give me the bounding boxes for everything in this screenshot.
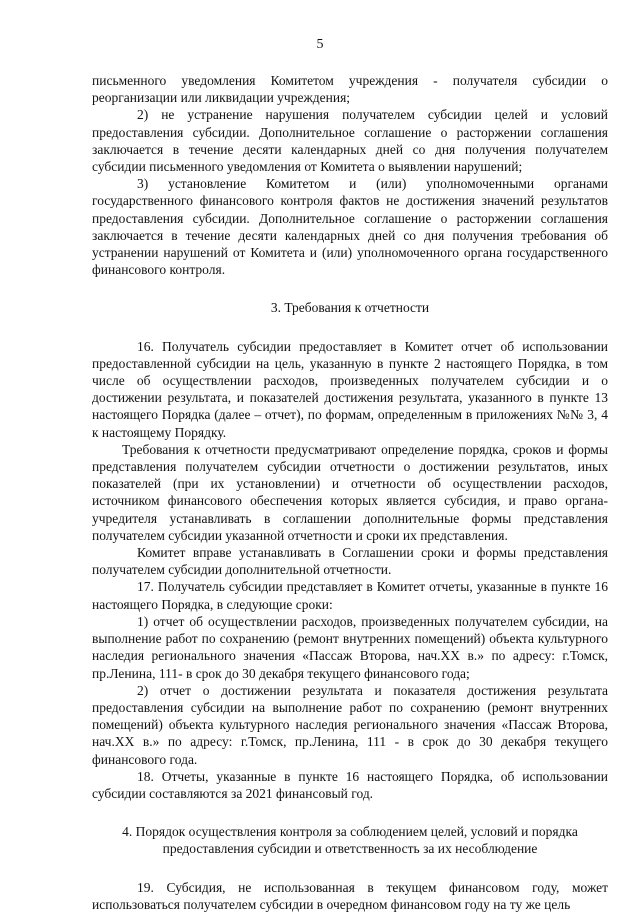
paragraph-continuation: письменного уведомления Комитетом учреждения - получателя субсидии о реорганизации или ликвидации учреждения; [92,73,608,106]
paragraph-item-2: 2) не устранение нарушения получателем субсидии целей и условий предоставления субсидии. Дополнительное соглашение о расторжении соглашения заключается в течение десяти календарных дней со дня получения получателем субсидии письменного уведомления от Комитета о выявлении нарушений; [92,107,608,175]
document-body [92,72,608,913]
paragraph-19: 19. Субсидия, не использованная в текущем финансовом году, может использоваться получателем субсидии в очередном финансовом году на ту же цель [92,879,608,912]
section-4-heading-line-1: 4. Порядок осуществления контроля за соблюдением целей, условий и порядка [122,824,578,840]
section-4-heading-line-2: предоставления субсидии и ответственность за их несоблюдение [162,841,538,857]
paragraph-item-3: 3) установление Комитетом и (или) уполномоченными органами государственного финансового контроля фактов не достижения значений результатов предоставления субсидии. Дополнительное соглашение о расторжении соглашения заключается в течение десяти календарных дней со дня получения требования об устранении нарушений от Комитета и (или) уполномоченного органа государственного финансового контроля. [92,176,608,278]
paragraph-reporting-requirements: Требования к отчетности предусматривают определение порядка, сроков и формы представления получателем субсидии отчетности о достижении результатов, иных показателей (при их установлении) и отчетности об осуществлении расходов, источником финансового обеспечения которых является субсидия, и право органа-учредителя устанавливать в соглашении дополнительные формы представления получателем субсидии указанной отчетности и сроки их представления. [92,441,608,543]
page-number: 5 [316,37,324,52]
paragraph-16: 16. Получатель субсидии предоставляет в Комитет отчет об использовании предоставленной субсидии на цель, указанную в пункте 2 настоящего Порядка, в том числе об осуществлении расходов, произведенных получателем субсидии и о достижении результата, и показателей достижения результата, указанного в пункте 13 настоящего Порядка (далее – отчет), по формам, определенным в приложениях №№ 3, 4 к настоящему Порядку. [92,338,608,440]
paragraph-17-item-2: 2) отчет о достижении результата и показателя достижения результата предоставления субсидии на выполнение работ по сохранению (ремонт внутренних помещений) объекта культурного наследия регионального значения «Пассаж Второва, нач.ХХ в.» по адресу: г.Томск, пр.Ленина, 111 - в срок до 30 декабря текущего финансового года. [92,682,608,767]
paragraph-17: 17. Получатель субсидии представляет в Комитет отчеты, указанные в пункте 16 настоящего Порядка, в следующие сроки: [92,579,608,612]
paragraph-17-item-1: 1) отчет об осуществлении расходов, произведенных получателем субсидии, на выполнение работ по сохранению (ремонт внутренних помещений) объекта культурного наследия регионального значения «Пассаж Второва, нач.ХХ в.» по адресу: г.Томск, пр.Ленина, 111- в срок до 30 декабря текущего финансового года; [92,613,608,681]
section-3-heading: 3. Требования к отчетности [270,300,430,316]
paragraph-18: 18. Отчеты, указанные в пункте 16 настоящего Порядка, об использовании субсидии составляются за 2021 финансовый год. [92,768,608,801]
paragraph-committee-rights: Комитет вправе устанавливать в Соглашении сроки и формы представления получателем субсидии дополнительной отчетности. [92,545,608,578]
